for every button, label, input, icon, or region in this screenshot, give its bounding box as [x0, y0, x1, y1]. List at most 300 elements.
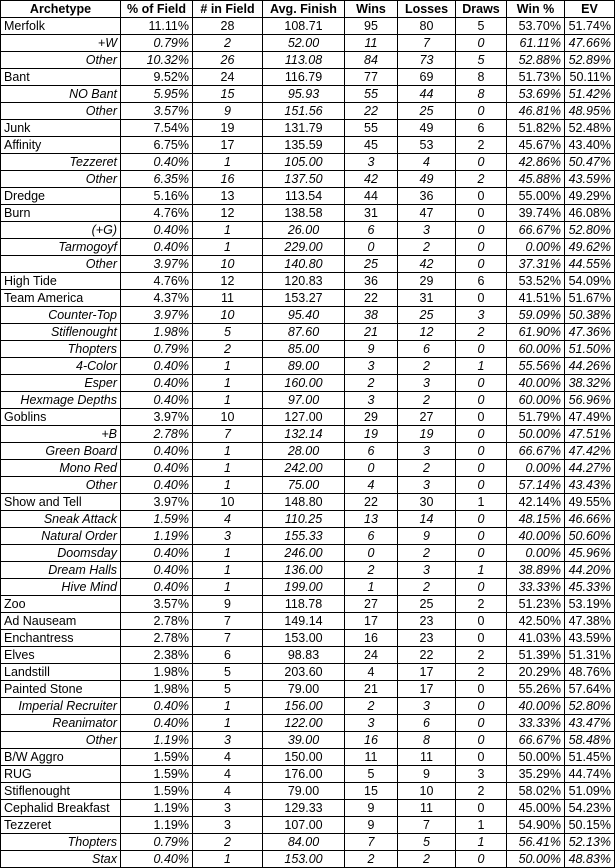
- ev-cell: 44.20%: [565, 562, 615, 579]
- win-pct-cell: 35.29%: [507, 766, 565, 783]
- archetype-cell: Landstill: [1, 664, 121, 681]
- wins-cell: 3: [345, 358, 398, 375]
- ev-cell: 54.09%: [565, 273, 615, 290]
- archetype-cell: +W: [1, 35, 121, 52]
- wins-cell: 4: [345, 477, 398, 494]
- ev-cell: 43.43%: [565, 477, 615, 494]
- ev-cell: 51.42%: [565, 86, 615, 103]
- table-row: [1, 800, 615, 817]
- wins-cell: 21: [345, 681, 398, 698]
- losses-cell: 44: [398, 86, 456, 103]
- table-row: [1, 35, 615, 52]
- archetype-cell: Enchantress: [1, 630, 121, 647]
- wins-cell: 55: [345, 120, 398, 137]
- header-win-pct: Win %: [507, 1, 565, 18]
- ev-cell: 50.60%: [565, 528, 615, 545]
- wins-cell: 2: [345, 375, 398, 392]
- pct-of-field-cell: 0.40%: [121, 154, 193, 171]
- draws-cell: 2: [456, 783, 507, 800]
- pct-of-field-cell: 3.57%: [121, 596, 193, 613]
- count-in-field-cell: 26: [193, 52, 263, 69]
- losses-cell: 7: [398, 817, 456, 834]
- win-pct-cell: 45.00%: [507, 800, 565, 817]
- draws-cell: 0: [456, 443, 507, 460]
- count-in-field-cell: 12: [193, 205, 263, 222]
- pct-of-field-cell: 0.79%: [121, 35, 193, 52]
- wins-cell: 38: [345, 307, 398, 324]
- wins-cell: 15: [345, 783, 398, 800]
- win-pct-cell: 41.51%: [507, 290, 565, 307]
- pct-of-field-cell: 1.19%: [121, 800, 193, 817]
- losses-cell: 80: [398, 18, 456, 35]
- win-pct-cell: 60.00%: [507, 341, 565, 358]
- win-pct-cell: 66.67%: [507, 443, 565, 460]
- draws-cell: 8: [456, 69, 507, 86]
- win-pct-cell: 51.73%: [507, 69, 565, 86]
- count-in-field-cell: 4: [193, 766, 263, 783]
- count-in-field-cell: 1: [193, 358, 263, 375]
- count-in-field-cell: 9: [193, 596, 263, 613]
- archetype-cell: Junk: [1, 120, 121, 137]
- draws-cell: 0: [456, 154, 507, 171]
- archetype-cell: Other: [1, 103, 121, 120]
- pct-of-field-cell: 3.97%: [121, 409, 193, 426]
- win-pct-cell: 45.67%: [507, 137, 565, 154]
- table-row: [1, 18, 615, 35]
- archetype-cell: Natural Order: [1, 528, 121, 545]
- archetype-cell: Other: [1, 256, 121, 273]
- avg-finish-cell: 89.00: [263, 358, 345, 375]
- ev-cell: 58.48%: [565, 732, 615, 749]
- table-row: [1, 290, 615, 307]
- losses-cell: 3: [398, 443, 456, 460]
- table-row: [1, 69, 615, 86]
- ev-cell: 51.50%: [565, 341, 615, 358]
- losses-cell: 29: [398, 273, 456, 290]
- pct-of-field-cell: 0.40%: [121, 715, 193, 732]
- draws-cell: 0: [456, 35, 507, 52]
- draws-cell: 0: [456, 205, 507, 222]
- avg-finish-cell: 87.60: [263, 324, 345, 341]
- ev-cell: 50.11%: [565, 69, 615, 86]
- win-pct-cell: 39.74%: [507, 205, 565, 222]
- wins-cell: 27: [345, 596, 398, 613]
- avg-finish-cell: 138.58: [263, 205, 345, 222]
- ev-cell: 43.59%: [565, 171, 615, 188]
- pct-of-field-cell: 0.40%: [121, 443, 193, 460]
- ev-cell: 52.89%: [565, 52, 615, 69]
- wins-cell: 2: [345, 562, 398, 579]
- avg-finish-cell: 120.83: [263, 273, 345, 290]
- ev-cell: 44.55%: [565, 256, 615, 273]
- archetype-cell: (+G): [1, 222, 121, 239]
- count-in-field-cell: 3: [193, 528, 263, 545]
- pct-of-field-cell: 3.97%: [121, 307, 193, 324]
- losses-cell: 36: [398, 188, 456, 205]
- archetype-cell: Thopters: [1, 834, 121, 851]
- archetype-cell: Stiflenought: [1, 783, 121, 800]
- wins-cell: 11: [345, 749, 398, 766]
- avg-finish-cell: 246.00: [263, 545, 345, 562]
- wins-cell: 25: [345, 256, 398, 273]
- losses-cell: 49: [398, 171, 456, 188]
- losses-cell: 4: [398, 154, 456, 171]
- wins-cell: 6: [345, 222, 398, 239]
- table-row: [1, 715, 615, 732]
- win-pct-cell: 61.90%: [507, 324, 565, 341]
- ev-cell: 47.66%: [565, 35, 615, 52]
- archetype-cell: Stax: [1, 851, 121, 868]
- wins-cell: 2: [345, 851, 398, 868]
- pct-of-field-cell: 2.78%: [121, 426, 193, 443]
- wins-cell: 11: [345, 35, 398, 52]
- count-in-field-cell: 1: [193, 579, 263, 596]
- ev-cell: 48.83%: [565, 851, 615, 868]
- table-row: [1, 120, 615, 137]
- archetype-cell: Counter-Top: [1, 307, 121, 324]
- avg-finish-cell: 199.00: [263, 579, 345, 596]
- ev-cell: 49.29%: [565, 188, 615, 205]
- draws-cell: 0: [456, 375, 507, 392]
- archetype-cell: Other: [1, 732, 121, 749]
- win-pct-cell: 42.14%: [507, 494, 565, 511]
- wins-cell: 3: [345, 154, 398, 171]
- draws-cell: 0: [456, 800, 507, 817]
- losses-cell: 2: [398, 460, 456, 477]
- archetype-cell: Mono Red: [1, 460, 121, 477]
- archetype-cell: B/W Aggro: [1, 749, 121, 766]
- pct-of-field-cell: 1.19%: [121, 817, 193, 834]
- ev-cell: 50.15%: [565, 817, 615, 834]
- table-row: [1, 545, 615, 562]
- avg-finish-cell: 242.00: [263, 460, 345, 477]
- pct-of-field-cell: 0.40%: [121, 562, 193, 579]
- losses-cell: 10: [398, 783, 456, 800]
- header-draws: Draws: [456, 1, 507, 18]
- losses-cell: 14: [398, 511, 456, 528]
- wins-cell: 42: [345, 171, 398, 188]
- pct-of-field-cell: 6.75%: [121, 137, 193, 154]
- count-in-field-cell: 2: [193, 834, 263, 851]
- avg-finish-cell: 108.71: [263, 18, 345, 35]
- archetype-cell: Burn: [1, 205, 121, 222]
- avg-finish-cell: 127.00: [263, 409, 345, 426]
- draws-cell: 0: [456, 460, 507, 477]
- avg-finish-cell: 52.00: [263, 35, 345, 52]
- count-in-field-cell: 17: [193, 137, 263, 154]
- ev-cell: 46.66%: [565, 511, 615, 528]
- losses-cell: 42: [398, 256, 456, 273]
- avg-finish-cell: 229.00: [263, 239, 345, 256]
- ev-cell: 52.80%: [565, 222, 615, 239]
- pct-of-field-cell: 0.40%: [121, 851, 193, 868]
- ev-cell: 47.42%: [565, 443, 615, 460]
- losses-cell: 25: [398, 596, 456, 613]
- losses-cell: 69: [398, 69, 456, 86]
- count-in-field-cell: 1: [193, 562, 263, 579]
- wins-cell: 6: [345, 528, 398, 545]
- avg-finish-cell: 153.27: [263, 290, 345, 307]
- pct-of-field-cell: 3.57%: [121, 103, 193, 120]
- losses-cell: 3: [398, 375, 456, 392]
- ev-cell: 47.38%: [565, 613, 615, 630]
- count-in-field-cell: 5: [193, 664, 263, 681]
- table-row: [1, 52, 615, 69]
- draws-cell: 1: [456, 817, 507, 834]
- count-in-field-cell: 7: [193, 630, 263, 647]
- ev-cell: 51.09%: [565, 783, 615, 800]
- table-row: [1, 324, 615, 341]
- archetype-cell: Other: [1, 477, 121, 494]
- pct-of-field-cell: 4.76%: [121, 273, 193, 290]
- wins-cell: 6: [345, 443, 398, 460]
- draws-cell: 8: [456, 86, 507, 103]
- ev-cell: 44.27%: [565, 460, 615, 477]
- win-pct-cell: 46.81%: [507, 103, 565, 120]
- count-in-field-cell: 3: [193, 800, 263, 817]
- archetype-cell: Painted Stone: [1, 681, 121, 698]
- draws-cell: 2: [456, 324, 507, 341]
- table-row: [1, 222, 615, 239]
- losses-cell: 27: [398, 409, 456, 426]
- pct-of-field-cell: 2.78%: [121, 613, 193, 630]
- losses-cell: 3: [398, 222, 456, 239]
- ev-cell: 54.23%: [565, 800, 615, 817]
- pct-of-field-cell: 0.40%: [121, 392, 193, 409]
- avg-finish-cell: 98.83: [263, 647, 345, 664]
- header-wins: Wins: [345, 1, 398, 18]
- pct-of-field-cell: 6.35%: [121, 171, 193, 188]
- win-pct-cell: 50.00%: [507, 851, 565, 868]
- table-row: [1, 681, 615, 698]
- draws-cell: 0: [456, 511, 507, 528]
- draws-cell: 5: [456, 52, 507, 69]
- count-in-field-cell: 5: [193, 324, 263, 341]
- wins-cell: 9: [345, 800, 398, 817]
- wins-cell: 21: [345, 324, 398, 341]
- avg-finish-cell: 135.59: [263, 137, 345, 154]
- losses-cell: 17: [398, 664, 456, 681]
- win-pct-cell: 55.56%: [507, 358, 565, 375]
- wins-cell: 31: [345, 205, 398, 222]
- archetype-cell: NO Bant: [1, 86, 121, 103]
- pct-of-field-cell: 3.97%: [121, 256, 193, 273]
- count-in-field-cell: 1: [193, 443, 263, 460]
- ev-cell: 51.74%: [565, 18, 615, 35]
- table-row: [1, 698, 615, 715]
- ev-cell: 47.49%: [565, 409, 615, 426]
- table-row: [1, 664, 615, 681]
- draws-cell: 0: [456, 188, 507, 205]
- avg-finish-cell: 150.00: [263, 749, 345, 766]
- table-row: [1, 732, 615, 749]
- count-in-field-cell: 1: [193, 392, 263, 409]
- draws-cell: 5: [456, 18, 507, 35]
- draws-cell: 0: [456, 579, 507, 596]
- avg-finish-cell: 107.00: [263, 817, 345, 834]
- archetype-cell: Sneak Attack: [1, 511, 121, 528]
- win-pct-cell: 42.50%: [507, 613, 565, 630]
- win-pct-cell: 20.29%: [507, 664, 565, 681]
- losses-cell: 6: [398, 341, 456, 358]
- draws-cell: 6: [456, 273, 507, 290]
- table-row: [1, 341, 615, 358]
- avg-finish-cell: 176.00: [263, 766, 345, 783]
- ev-cell: 44.26%: [565, 358, 615, 375]
- pct-of-field-cell: 5.16%: [121, 188, 193, 205]
- header-losses: Losses: [398, 1, 456, 18]
- table-row: [1, 137, 615, 154]
- table-row: [1, 647, 615, 664]
- pct-of-field-cell: 11.11%: [121, 18, 193, 35]
- pct-of-field-cell: 0.40%: [121, 358, 193, 375]
- header-archetype: Archetype: [1, 1, 121, 18]
- count-in-field-cell: 4: [193, 783, 263, 800]
- header-pct-of-field: % of Field: [121, 1, 193, 18]
- count-in-field-cell: 2: [193, 35, 263, 52]
- pct-of-field-cell: 1.59%: [121, 749, 193, 766]
- draws-cell: 0: [456, 732, 507, 749]
- draws-cell: 2: [456, 171, 507, 188]
- avg-finish-cell: 84.00: [263, 834, 345, 851]
- losses-cell: 2: [398, 358, 456, 375]
- avg-finish-cell: 116.79: [263, 69, 345, 86]
- losses-cell: 9: [398, 766, 456, 783]
- win-pct-cell: 58.02%: [507, 783, 565, 800]
- avg-finish-cell: 26.00: [263, 222, 345, 239]
- avg-finish-cell: 149.14: [263, 613, 345, 630]
- wins-cell: 0: [345, 239, 398, 256]
- losses-cell: 25: [398, 307, 456, 324]
- avg-finish-cell: 153.00: [263, 630, 345, 647]
- losses-cell: 3: [398, 477, 456, 494]
- avg-finish-cell: 97.00: [263, 392, 345, 409]
- table-body: [1, 18, 615, 868]
- archetype-cell: Other: [1, 52, 121, 69]
- win-pct-cell: 38.89%: [507, 562, 565, 579]
- wins-cell: 45: [345, 137, 398, 154]
- avg-finish-cell: 39.00: [263, 732, 345, 749]
- losses-cell: 17: [398, 681, 456, 698]
- count-in-field-cell: 1: [193, 460, 263, 477]
- table-row: [1, 426, 615, 443]
- wins-cell: 44: [345, 188, 398, 205]
- count-in-field-cell: 13: [193, 188, 263, 205]
- win-pct-cell: 40.00%: [507, 375, 565, 392]
- ev-cell: 52.80%: [565, 698, 615, 715]
- losses-cell: 11: [398, 800, 456, 817]
- ev-cell: 48.95%: [565, 103, 615, 120]
- table-row: [1, 817, 615, 834]
- count-in-field-cell: 1: [193, 222, 263, 239]
- table-row: [1, 273, 615, 290]
- ev-cell: 52.13%: [565, 834, 615, 851]
- avg-finish-cell: 203.60: [263, 664, 345, 681]
- archetype-cell: Team America: [1, 290, 121, 307]
- win-pct-cell: 52.88%: [507, 52, 565, 69]
- ev-cell: 57.64%: [565, 681, 615, 698]
- draws-cell: 0: [456, 222, 507, 239]
- wins-cell: 95: [345, 18, 398, 35]
- avg-finish-cell: 122.00: [263, 715, 345, 732]
- pct-of-field-cell: 10.32%: [121, 52, 193, 69]
- count-in-field-cell: 1: [193, 851, 263, 868]
- archetype-cell: Other: [1, 171, 121, 188]
- pct-of-field-cell: 0.40%: [121, 545, 193, 562]
- win-pct-cell: 66.67%: [507, 732, 565, 749]
- wins-cell: 1: [345, 579, 398, 596]
- archetype-cell: Show and Tell: [1, 494, 121, 511]
- ev-cell: 51.67%: [565, 290, 615, 307]
- ev-cell: 44.74%: [565, 766, 615, 783]
- avg-finish-cell: 153.00: [263, 851, 345, 868]
- header-avg-finish: Avg. Finish: [263, 1, 345, 18]
- losses-cell: 47: [398, 205, 456, 222]
- archetype-cell: Affinity: [1, 137, 121, 154]
- archetype-cell: Esper: [1, 375, 121, 392]
- count-in-field-cell: 1: [193, 239, 263, 256]
- draws-cell: 0: [456, 749, 507, 766]
- archetype-cell: Imperial Recruiter: [1, 698, 121, 715]
- draws-cell: 2: [456, 137, 507, 154]
- win-pct-cell: 50.00%: [507, 426, 565, 443]
- avg-finish-cell: 113.08: [263, 52, 345, 69]
- table-row: [1, 392, 615, 409]
- losses-cell: 25: [398, 103, 456, 120]
- pct-of-field-cell: 3.97%: [121, 494, 193, 511]
- wins-cell: 36: [345, 273, 398, 290]
- wins-cell: 9: [345, 817, 398, 834]
- wins-cell: 5: [345, 766, 398, 783]
- draws-cell: 0: [456, 851, 507, 868]
- archetype-cell: Ad Nauseam: [1, 613, 121, 630]
- pct-of-field-cell: 1.59%: [121, 766, 193, 783]
- ev-cell: 53.19%: [565, 596, 615, 613]
- table-row: [1, 613, 615, 630]
- pct-of-field-cell: 5.95%: [121, 86, 193, 103]
- ev-cell: 43.47%: [565, 715, 615, 732]
- avg-finish-cell: 95.93: [263, 86, 345, 103]
- table-row: [1, 239, 615, 256]
- count-in-field-cell: 3: [193, 732, 263, 749]
- pct-of-field-cell: 1.19%: [121, 528, 193, 545]
- ev-cell: 48.76%: [565, 664, 615, 681]
- pct-of-field-cell: 2.38%: [121, 647, 193, 664]
- table-row: [1, 783, 615, 800]
- archetype-cell: 4-Color: [1, 358, 121, 375]
- draws-cell: 0: [456, 681, 507, 698]
- draws-cell: 0: [456, 613, 507, 630]
- archetype-cell: Dream Halls: [1, 562, 121, 579]
- count-in-field-cell: 4: [193, 511, 263, 528]
- win-pct-cell: 40.00%: [507, 698, 565, 715]
- avg-finish-cell: 136.00: [263, 562, 345, 579]
- wins-cell: 9: [345, 341, 398, 358]
- count-in-field-cell: 9: [193, 103, 263, 120]
- win-pct-cell: 59.09%: [507, 307, 565, 324]
- count-in-field-cell: 12: [193, 273, 263, 290]
- ev-cell: 45.96%: [565, 545, 615, 562]
- win-pct-cell: 42.86%: [507, 154, 565, 171]
- count-in-field-cell: 3: [193, 817, 263, 834]
- header-ev: EV: [565, 1, 615, 18]
- draws-cell: 0: [456, 256, 507, 273]
- wins-cell: 22: [345, 103, 398, 120]
- losses-cell: 2: [398, 239, 456, 256]
- pct-of-field-cell: 7.54%: [121, 120, 193, 137]
- wins-cell: 2: [345, 698, 398, 715]
- count-in-field-cell: 1: [193, 715, 263, 732]
